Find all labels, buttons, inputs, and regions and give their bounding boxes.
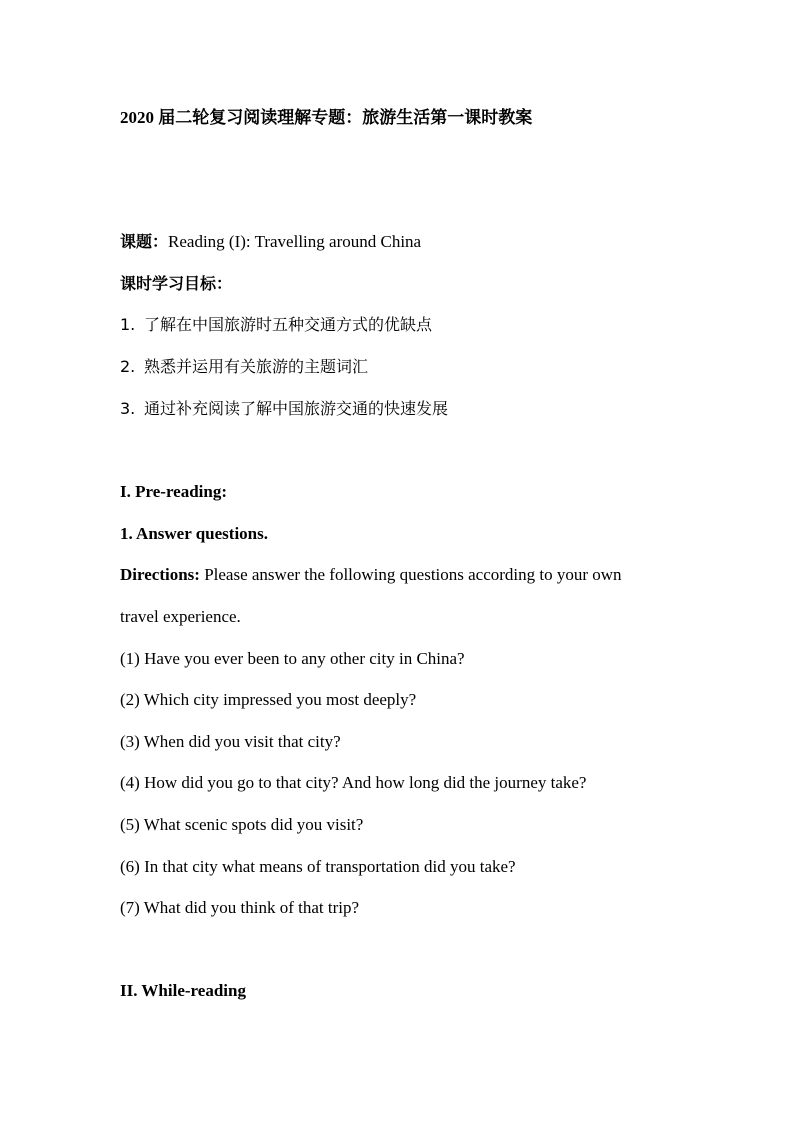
- question-item: (2) Which city impressed you most deeply?: [120, 690, 417, 709]
- document-title: 2020 届二轮复习阅读理解专题：旅游生活第一课时教案: [120, 108, 533, 127]
- topic-line: [120, 231, 421, 253]
- topic-label: 课题：: [120, 232, 169, 251]
- section-heading-while-reading: II. While-reading: [120, 981, 246, 1000]
- objective-text: 了解在中国旅游时五种交通方式的优缺点: [144, 315, 433, 334]
- objective-number: 2.: [120, 357, 136, 376]
- question-item: (7) What did you think of that trip?: [120, 898, 360, 917]
- objective-number: 1.: [120, 315, 136, 334]
- directions-text: Please answer the following questions according to your own: [199, 565, 622, 584]
- directions-line: [120, 564, 622, 586]
- directions-text-continued: travel experience.: [120, 607, 241, 626]
- objective-text: 通过补充阅读了解中国旅游交通的快速发展: [144, 399, 449, 418]
- question-item: (4) How did you go to that city? And how long did the journey take?: [120, 773, 587, 792]
- question-item: (6) In that city what means of transportation did you take?: [120, 857, 516, 876]
- question-item: (1) Have you ever been to any other city in China?: [120, 649, 465, 668]
- question-item: (3) When did you visit that city?: [120, 732, 341, 751]
- objective-item: [120, 398, 448, 420]
- directions-label: Directions:: [120, 565, 200, 584]
- objectives-heading: 课时学习目标：: [120, 274, 233, 293]
- objective-text: 熟悉并运用有关旅游的主题词汇: [144, 357, 369, 376]
- subsection-heading-answer-questions: 1. Answer questions.: [120, 524, 268, 543]
- objective-item: [120, 314, 432, 336]
- objective-item: [120, 356, 368, 378]
- question-item: (5) What scenic spots did you visit?: [120, 815, 364, 834]
- section-heading-pre-reading: I. Pre-reading:: [120, 482, 228, 501]
- topic-value: Reading (I): Travelling around China: [168, 232, 422, 251]
- objective-number: 3.: [120, 399, 136, 418]
